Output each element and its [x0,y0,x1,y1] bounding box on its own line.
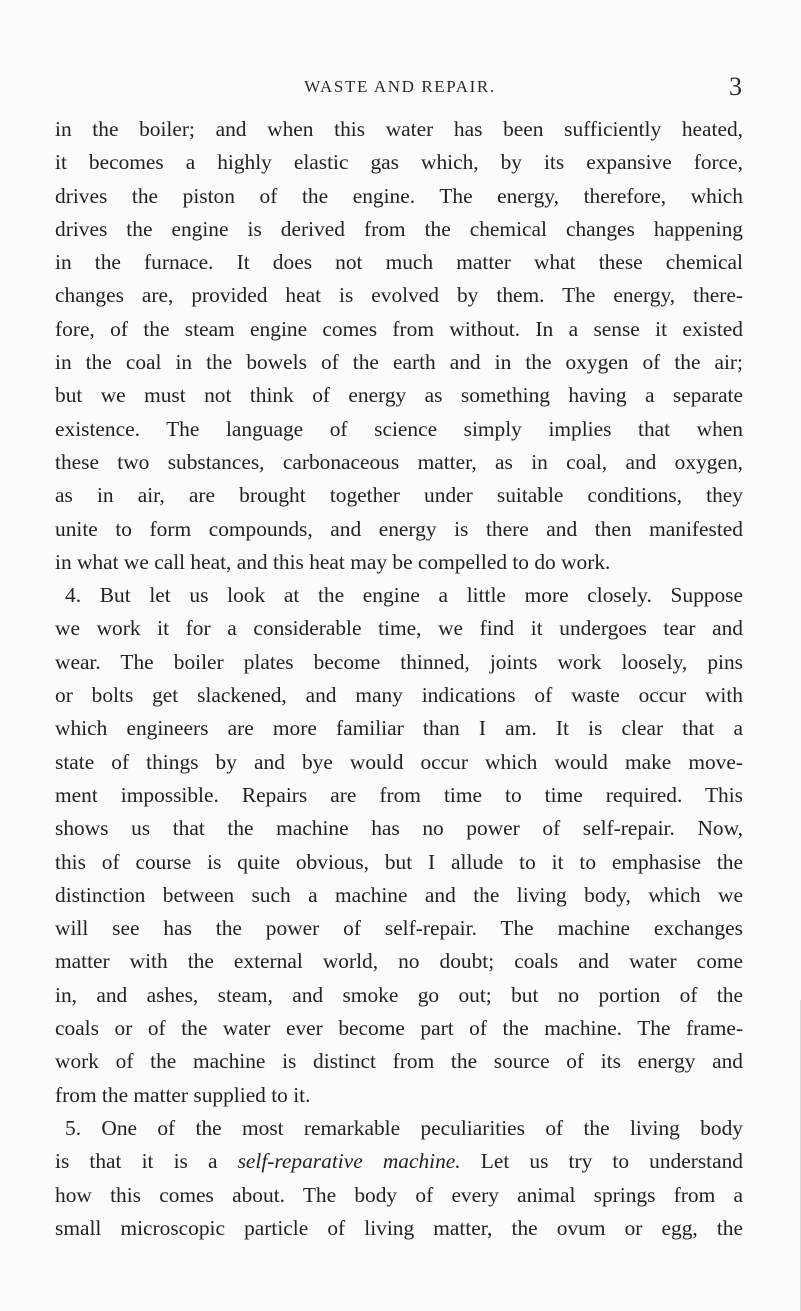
text-line: changes are, provided heat is evolved by them. The energy, there- [55,283,743,308]
text-line: distinction between such a machine and the living body, which we [55,882,743,907]
text-line: this of course is quite obvious, but I allude to it to emphasise the [55,849,743,874]
text-line: small microscopic particle of living matter, the ovum or egg, the [55,1215,743,1240]
text-segment: Let us try to understand [460,1149,743,1174]
text-line: drives the piston of the engine. The energy, therefore, which [55,183,743,208]
text-line: in the coal in the bowels of the earth and in the oxygen of the air; [55,350,743,375]
paragraph-5-start: 5. One of the most remarkable peculiarities of the living body [65,1115,743,1140]
text-line-with-emphasis [55,1145,743,1178]
text-line: will see has the power of self-repair. The machine exchanges [55,916,743,941]
text-line: ment impossible. Repairs are from time to time required. This [55,782,743,807]
text-line: how this comes about. The body of every animal springs from a [55,1182,743,1207]
text-line: shows us that the machine has no power of self-repair. Now, [55,816,743,841]
text-line: in the boiler; and when this water has been sufficiently heated, [55,117,743,141]
running-head [60,72,742,105]
text-line: wear. The boiler plates become thinned, joints work loosely, pins [55,649,743,674]
paragraph-4-start: 4. But let us look at the engine a little more closely. Suppose [65,583,743,608]
text-line: coals or of the water ever become part of the machine. The frame- [55,1016,743,1041]
text-line: drives the engine is derived from the chemical changes happening [55,216,743,241]
text-line: unite to form compounds, and energy is there and then manifested [55,516,743,541]
text-line: in what we call heat, and this heat may be compelled to do work. [55,549,611,574]
text-line: work of the machine is distinct from the source of its energy and [55,1049,743,1074]
text-line: state of things by and bye would occur which would make move- [55,749,743,774]
text-line: existence. The language of science simply implies that when [55,416,743,441]
text-line: as in air, are brought together under suitable conditions, they [55,483,743,508]
text-line: in the furnace. It does not much matter what these chemical [55,250,743,275]
text-line: which engineers are more familiar than I am. It is clear that a [55,716,743,741]
text-line: we work it for a considerable time, we find it undergoes tear and [55,616,743,641]
body-text [55,113,743,1245]
page-number: 3 [729,72,742,101]
text-line: these two substances, carbonaceous matter, as in coal, and oxygen, [55,449,743,474]
text-line: in, and ashes, steam, and smoke go out; but no portion of the [55,982,743,1007]
text-line: fore, of the steam engine comes from without. In a sense it existed [55,316,743,341]
text-line: matter with the external world, no doubt; coals and water come [55,949,743,974]
text-line: it becomes a highly elastic gas which, by its expansive force, [55,150,743,175]
text-segment: is that it is a [55,1149,238,1174]
text-line: or bolts get slackened, and many indications of waste occur with [55,683,743,708]
text-line: but we must not think of energy as something having a separate [55,383,743,408]
emphasis-text: self-reparative machine. [237,1149,461,1174]
running-title: WASTE AND REPAIR. [304,77,496,96]
text-line: from the matter supplied to it. [55,1082,311,1107]
